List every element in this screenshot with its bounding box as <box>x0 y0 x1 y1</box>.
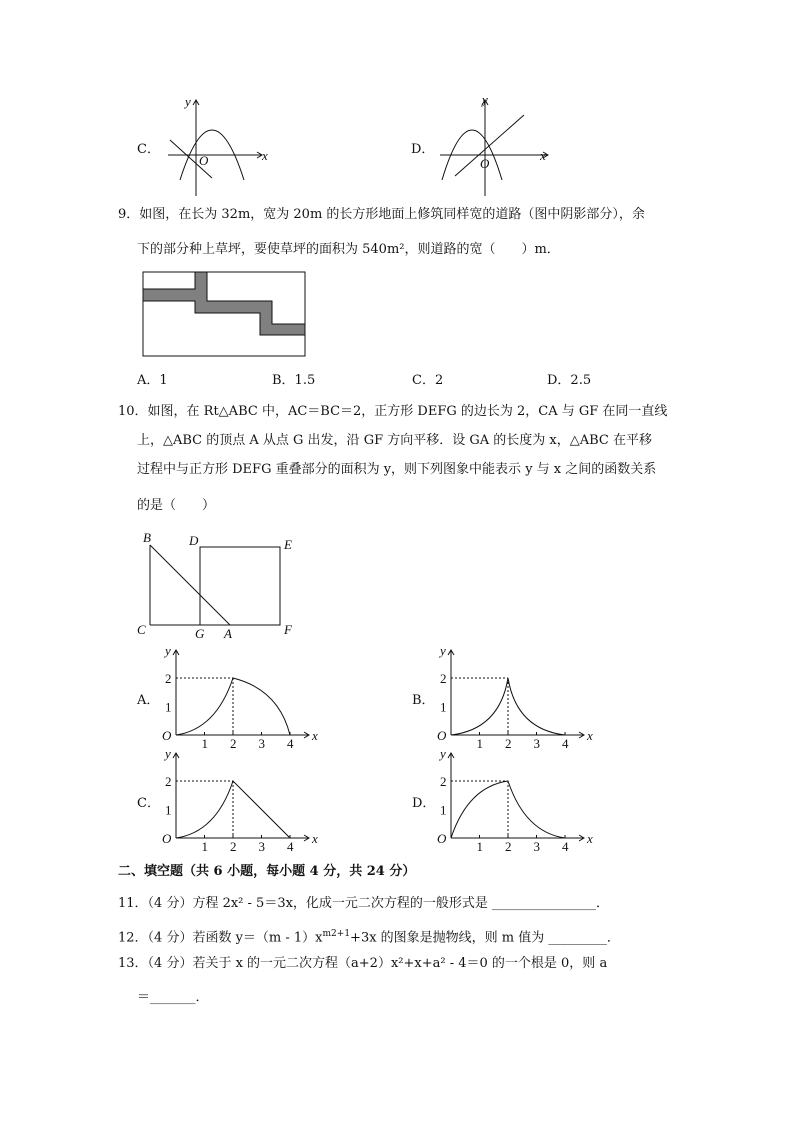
x-tick-label: 1 <box>476 839 483 854</box>
q9-option-c: C．2 <box>412 373 444 388</box>
q10-figure <box>150 545 280 625</box>
q10-option-c: C． <box>137 796 160 811</box>
q13-line1: 13．（4 分）若关于 x 的一元二次方程（a+2）x²+x+a² - 4＝0 的一个根是 0，则 a <box>118 956 608 971</box>
q11: 11．（4 分）方程 2x² - 5＝3x，化成一元二次方程的一般形式是 ________________． <box>118 896 610 911</box>
x-tick-label: 4 <box>287 839 294 854</box>
svg-text:x: x <box>540 148 546 163</box>
svg-text:A: A <box>224 626 232 641</box>
q10-line2: 上，△ABC 的顶点 A 从点 G 出发，沿 GF 方向平移．设 GA 的长度为 x，△ABC 在平移 <box>137 433 652 448</box>
x-tick-label: 1 <box>476 736 483 751</box>
svg-text:E: E <box>284 537 292 552</box>
x-tick-label: 4 <box>287 736 294 751</box>
y-tick-label: 2 <box>165 671 172 686</box>
q10-option-b: B． <box>412 693 435 708</box>
svg-text:y: y <box>482 92 488 107</box>
y-axis-label: y <box>440 643 446 658</box>
q9-option-b: B．1.5 <box>272 373 316 388</box>
q9-option-d: D．2.5 <box>547 373 592 388</box>
svg-text:C: C <box>137 622 146 637</box>
q12: 12．（4 分）若函数 $y=(m - 1)x^{m2+1}+3x$ 的图象是抛物线，则 m 值为 _________． <box>118 929 620 946</box>
x-axis-label: x <box>587 728 593 743</box>
q10-line4: 的是（ ） <box>137 498 216 513</box>
svg-text:D: D <box>189 533 199 548</box>
origin-label: O <box>162 728 172 743</box>
y-tick-label: 2 <box>440 774 447 789</box>
origin-label: O <box>162 831 172 846</box>
x-axis-label: x <box>312 831 318 846</box>
origin-label: O <box>437 728 447 743</box>
q8-option-d-label: D． <box>411 142 435 157</box>
section-heading: 二、填空题（共 6 小题，每小题 4 分，共 24 分） <box>118 864 416 879</box>
q10-option-a: A． <box>137 693 160 708</box>
svg-text:B: B <box>143 530 151 545</box>
y-axis-label: y <box>165 746 171 761</box>
q10-line3: 过程中与正方形 DEFG 重叠部分的面积为 y，则下列图象中能表示 y 与 x 之间的函数关系 <box>137 462 657 477</box>
x-axis-label: x <box>312 728 318 743</box>
svg-text:O: O <box>480 156 490 171</box>
svg-text:O: O <box>199 153 209 168</box>
x-tick-label: 3 <box>533 736 540 751</box>
x-tick-label: 2 <box>505 736 512 751</box>
x-tick-label: 2 <box>505 839 512 854</box>
q13-line2: ＝_______． <box>137 990 209 1005</box>
q8-graph-d <box>440 100 548 196</box>
x-tick-label: 3 <box>533 839 540 854</box>
svg-text:G: G <box>195 626 205 641</box>
svg-text:F: F <box>284 622 292 637</box>
y-axis-label: y <box>165 643 171 658</box>
q9-road-figure <box>143 272 305 356</box>
q10-line1: 10．如图，在 Rt△ABC 中，AC＝BC＝2，正方形 DEFG 的边长为 2，CA 与 GF 在同一直线 <box>118 404 668 419</box>
q8-option-c-label: C． <box>137 142 160 157</box>
x-tick-label: 2 <box>230 736 237 751</box>
q8-graph-c <box>168 100 262 196</box>
x-tick-label: 2 <box>230 839 237 854</box>
x-tick-label: 4 <box>562 839 569 854</box>
y-tick-label: 1 <box>165 699 172 715</box>
y-tick-label: 1 <box>440 802 447 818</box>
q10-option-d: D． <box>412 796 436 811</box>
x-tick-label: 1 <box>201 839 208 854</box>
q9-line1: 9．如图，在长为 32m，宽为 20m 的长方形地面上修筑同样宽的道路（图中阴影部分），余 <box>118 207 645 222</box>
x-tick-label: 4 <box>562 736 569 751</box>
origin-label: O <box>437 831 447 846</box>
y-axis-label: y <box>440 746 446 761</box>
svg-text:y: y <box>185 94 191 109</box>
y-tick-label: 2 <box>165 774 172 789</box>
x-tick-label: 3 <box>258 736 265 751</box>
y-tick-label: 1 <box>440 699 447 715</box>
y-tick-label: 1 <box>165 802 172 818</box>
q9-option-a: A．1 <box>137 373 168 388</box>
x-axis-label: x <box>587 831 593 846</box>
svg-text:x: x <box>262 148 268 163</box>
x-tick-label: 3 <box>258 839 265 854</box>
q9-line2: 下的部分种上草坪，要使草坪的面积为 540m²，则道路的宽（ ）m． <box>137 242 560 257</box>
x-tick-label: 1 <box>201 736 208 751</box>
y-tick-label: 2 <box>440 671 447 686</box>
